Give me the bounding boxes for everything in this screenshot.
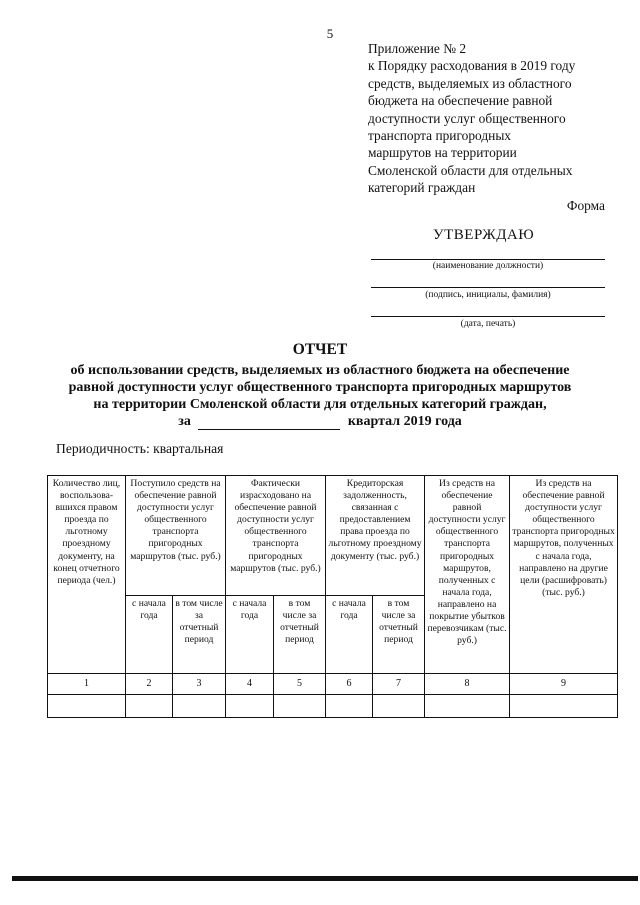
caption-signature: (подпись, инициалы, фамилия) — [425, 290, 551, 300]
header-col-other: Из средств на обеспечение равной доступности услуг общественного транспорта пригородных маршрутов, полученных с начала года, направлено на другие цели (расшифровать) (тыс. руб.) — [510, 476, 618, 674]
table-cell — [425, 695, 510, 718]
report-table — [47, 475, 618, 718]
signature-line-name — [371, 287, 605, 288]
column-number: 6 — [326, 674, 373, 695]
subheader-period: в том числе за отчетный период — [373, 596, 425, 674]
appendix-title: Приложение № 2 — [368, 41, 467, 56]
column-number: 9 — [510, 674, 618, 695]
table-cell — [326, 695, 373, 718]
signature-line-date — [371, 316, 605, 317]
page-number: 5 — [326, 26, 334, 41]
appendix-line: категорий граждан — [368, 180, 476, 196]
scan-edge-bar — [12, 876, 638, 881]
column-number: 3 — [173, 674, 226, 695]
column-number: 8 — [425, 674, 510, 695]
appendix-line: к Порядку расходования в 2019 году — [368, 58, 576, 74]
column-number: 4 — [226, 674, 274, 695]
signature-line-position — [371, 259, 605, 260]
table-cell — [373, 695, 425, 718]
column-number: 7 — [373, 674, 425, 695]
appendix-line: маршрутов на территории — [368, 145, 517, 161]
column-number: 1 — [48, 674, 126, 695]
quarter-blank — [198, 416, 340, 430]
table-cell — [126, 695, 173, 718]
subheader-period: в том числе за отчетный период — [274, 596, 326, 674]
column-number: 5 — [274, 674, 326, 695]
appendix-line: Смоленской области для отдельных — [368, 162, 573, 178]
subheader-period: в том числе за отчетный период — [173, 596, 226, 674]
data-row-empty — [48, 695, 618, 718]
appendix-line: бюджета на обеспечение равной — [368, 93, 553, 109]
report-subtitle-line: равной доступности услуг общественного транспорта пригородных маршрутов — [68, 380, 572, 395]
column-number-row — [48, 674, 618, 695]
appendix-line: средств, выделяемых из областного — [368, 75, 572, 91]
header-col-carriers: Из средств на обеспечение равной доступности услуг общественного транспорта пригородных маршрутов, полученных с начала года, направлено на покрытие убытков перевозчикам (тыс. руб.) — [425, 476, 510, 674]
subheader-start: с начала года — [326, 596, 373, 674]
header-group-debt: Кредиторская задолженность, связанная с предоставлением права проезда по льготному проездному документу (тыс. руб.) — [326, 476, 425, 596]
appendix-block — [368, 40, 605, 214]
subheader-start: с начала года — [126, 596, 173, 674]
header-group-spent: Фактически израсходовано на обеспечение равной доступности услуг общественного транспорта пригородных маршрутов (тыс. руб.) — [226, 476, 326, 596]
caption-position: (наименование должности) — [432, 261, 544, 271]
approval-heading: УТВЕРЖДАЮ — [433, 227, 535, 243]
table-cell — [173, 695, 226, 718]
header-group-received: Поступило средств на обеспечение равной доступности услуг общественного транспорта пригородных маршрутов (тыс. руб.) — [126, 476, 226, 596]
column-number: 2 — [126, 674, 173, 695]
subheader-start: с начала года — [226, 596, 274, 674]
period-suffix: квартал 2019 года — [347, 414, 462, 429]
report-title: ОТЧЕТ — [292, 341, 348, 358]
table-cell — [510, 695, 618, 718]
report-subtitle-line: об использовании средств, выделяемых из областного бюджета на обеспечение — [70, 363, 570, 378]
table-cell — [274, 695, 326, 718]
periodicity: Периодичность: квартальная — [56, 441, 224, 456]
appendix-line: доступности услуг общественного — [368, 110, 566, 126]
report-period-line — [0, 414, 640, 430]
table-cell — [48, 695, 126, 718]
appendix-line: транспорта пригородных — [368, 128, 512, 144]
period-prefix: за — [178, 414, 191, 429]
report-subtitle-line: на территории Смоленской области для отдельных категорий граждан, — [93, 397, 547, 412]
header-row — [48, 476, 618, 596]
header-col-count: Количество лиц, воспользова-вшихся правом проезда по льготному проездному документу, на конец отчетного периода (чел.) — [48, 476, 126, 674]
table-cell — [226, 695, 274, 718]
form-label: Форма — [566, 197, 605, 213]
caption-date: (дата, печать) — [460, 319, 516, 329]
